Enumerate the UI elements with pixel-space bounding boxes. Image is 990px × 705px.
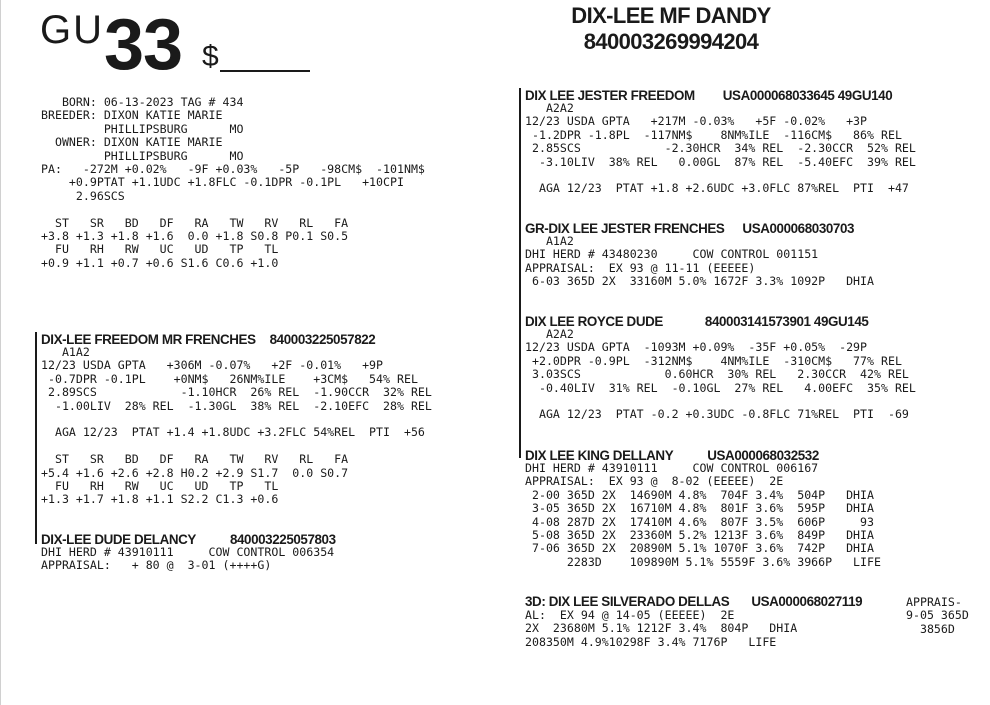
dam-sire-reg: 840003141573901 49GU145 — [704, 314, 869, 329]
animal-name: DIX-LEE MF DANDY — [571, 3, 771, 28]
dam-name: DIX-LEE DUDE DELANCY — [41, 532, 196, 547]
dam-sire-details: A2A2 12/23 USDA GPTA -1093M +0.09% -35F +0.05% -29P +2.0DPR -0.9PL -312NM$ 4NM%ILE -310CM$ 77% REL 3.03SCS 0.60HCR 30% REL 2.30CCR 42% REL -0.40LIV 31% REL -0.10GL 27% REL 4.00EFC 35% REL AGA 12/23 PTAT -0.2 +0.3UDC -0.8FLC 71%REL PTI -69 — [525, 327, 916, 422]
sire-bracket — [35, 332, 37, 544]
dam-sire-header — [525, 314, 868, 329]
page-edge — [0, 0, 1, 705]
sire-sire-header — [525, 88, 892, 103]
sire-dam-details: A1A2 DHI HERD # 43480230 COW CONTROL 001151 APPRAISAL: EX 93 @ 11-11 (EEEEE) 6-03 365D 2X 33160M 5.0% 1672F 3.3% 1092P DHIA — [525, 234, 875, 289]
sire-dam-header — [525, 221, 854, 236]
third-dam-details: AL: EX 94 @ 14-05 (EEEEE) 2E 2X 23680M 5.1% 1212F 3.4% 804P DHIA 208350M 4.9%10298F 3.4% 7176P LIFE — [525, 608, 798, 649]
animal-info-block: BORN: 06-13-2023 TAG # 434 BREEDER: DIXON KATIE MARIE PHILLIPSBURG MO OWNER: DIXON KATIE MARIE PHILLIPSBURG MO PA: -272M +0.02% -9F +0.03% -5P -98CM$ -101NM$ +0.9PTAT +1.1UDC +1.8FLC -0.1DPR -0.1PL +10CPI 2.96SCS ST SR BD DF RA TW RV RL FA +3.8 +1.3 +1.8 +1.6 0.0 +1.8 S0.8 P0.1 S0.5 FU RH RW UC UD TP TL +0.9 +1.1 +0.7 +0.6 S1.6 C0.6 +1.0 — [41, 95, 425, 270]
dam-dam-name: DIX LEE KING DELLANY — [525, 448, 674, 463]
sire-header — [41, 332, 375, 347]
dam-dam-reg: USA000068032532 — [707, 448, 819, 463]
lot-number — [40, 4, 182, 86]
sire-sire-reg: USA000068033645 49GU140 — [722, 88, 893, 103]
sire-details: A1A2 12/23 USDA GPTA +306M -0.07% +2F -0.01% +9P -0.7DPR -0.1PL +0NM$ 26NM%ILE +3CM$ 54% REL 2.89SCS -1.10HCR 26% REL -1.90CCR 32% REL -1.00LIV 28% REL -1.30GL 38% REL -2.10EFC 28% REL AGA 12/23 PTAT +1.4 +1.8UDC +3.2FLC 54%REL PTI +56 ST SR BD DF RA TW RV RL FA +5.4 +1.6 +2.6 +2.8 H0.2 +2.9 S1.7 0.0 S0.7 FU RH RW UC UD TP TL +1.3 +1.7 +1.8 +1.1 S2.2 C1.3 +0.6 — [41, 345, 432, 507]
dam-dam-details: DHI HERD # 43910111 COW CONTROL 006167 APPRAISAL: EX 93 @ 8-02 (EEEEE) 2E 2-00 365D 2X 14690M 4.8% 704F 3.4% 504P DHIA 3-05 365D 2X 16710M 4.8% 801F 3.6% 595P DHIA 4-08 287D 2X 17410M 4.6% 807F 3.5% 606P 93 5-08 365D 2X 23360M 5.2% 1213F 3.6% 849P DHIA 7-06 365D 2X 20890M 5.1% 1070F 3.6% 742P DHIA 2283D 109890M 5.1% 5559F 3.6% 3966P LIFE — [525, 461, 881, 569]
sire-dam-name: GR-DIX LEE JESTER FRENCHES — [525, 221, 725, 236]
lot-number-value: 33 — [104, 5, 183, 85]
dam-details: DHI HERD # 43910111 COW CONTROL 006354 APPRAISAL: + 80 @ 3-01 (++++G) — [41, 545, 335, 573]
third-dam-reg: USA000068027119 — [751, 594, 863, 609]
price-blank-line — [220, 70, 310, 72]
sire-sire-details: A2A2 12/23 USDA GPTA +217M -0.03% +5F -0.02% +3P -1.2DPR -1.8PL -117NM$ 8NM%ILE -116CM$ 86% REL 2.85SCS -2.30HCR 34% REL -2.30CCR 52% REL -3.10LIV 38% REL 0.00GL 87% REL -5.40EFC 39% REL AGA 12/23 PTAT +1.8 +2.6UDC +3.0FLC 87%REL PTI +47 — [525, 101, 916, 196]
dam-reg: 840003225057803 — [229, 532, 336, 547]
third-dam-name: 3D: DIX LEE SILVERADO DELLAS — [525, 594, 730, 609]
third-dam-appraisal-side: APPRAIS- 9-05 365D 3856D — [906, 595, 969, 636]
third-dam-header — [525, 594, 862, 609]
price-currency: $ — [202, 40, 219, 73]
sire-reg: 840003225057822 — [269, 332, 376, 347]
sire-sire-name: DIX LEE JESTER FREEDOM — [525, 88, 695, 103]
sire-dam-reg: USA000068030703 — [742, 221, 855, 236]
animal-registration: 840003269994204 — [583, 29, 759, 54]
right-bracket — [519, 88, 521, 458]
lot-prefix: GU — [40, 8, 104, 52]
sire-name: DIX-LEE FREEDOM MR FRENCHES — [41, 332, 256, 347]
dam-sire-name: DIX LEE ROYCE DUDE — [525, 314, 663, 329]
